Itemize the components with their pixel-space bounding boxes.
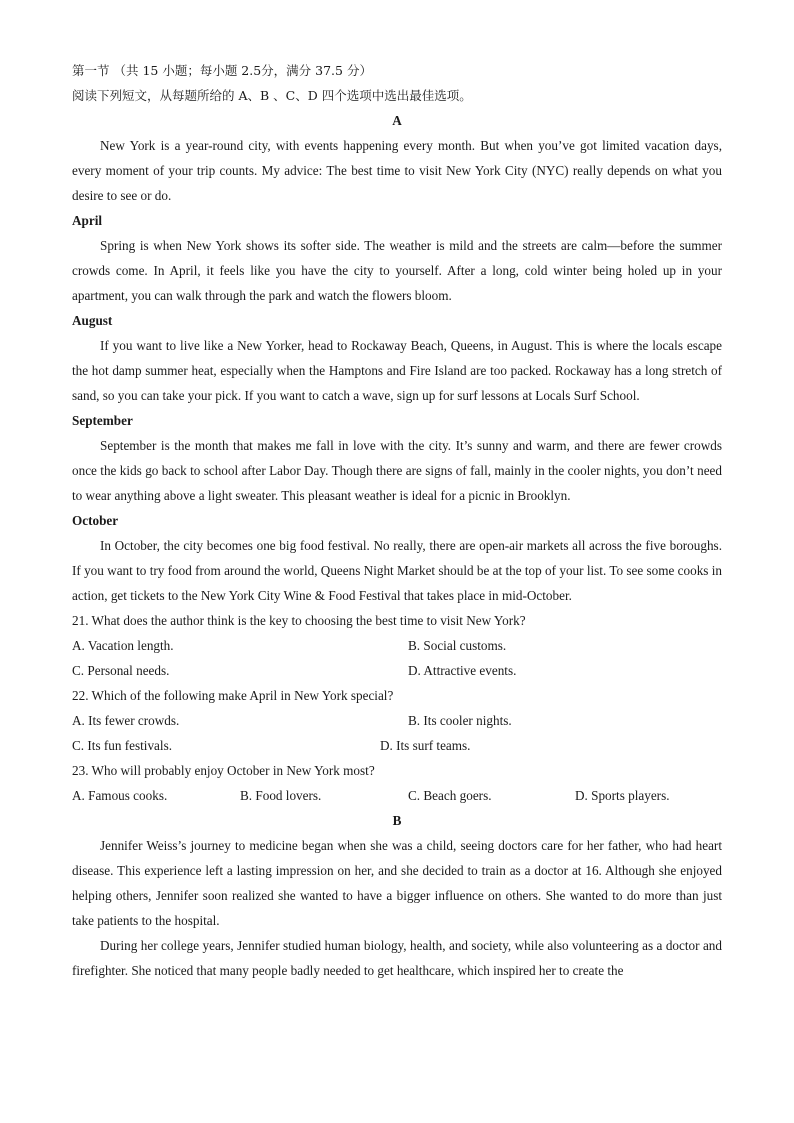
section-instruction: 阅读下列短文，从每题所给的 A、B 、C、D 四个选项中选出最佳选项。 [72,88,472,103]
section-title-september: September [72,413,133,428]
question-21-stem: 21. What does the author think is the key to choosing the best time to visit New York? [72,613,526,628]
section-text-april: Spring is when New York shows its softer side. The weather is mild and the streets are calm—before the summer crowds come. In April, it feels like you have the city to yourself. After a long, cold winter being holed up in your apartment, you can walk through the park and watch the flowers bloom. [72,238,722,303]
question-21-options-row2 [72,658,722,683]
section-title-october: October [72,513,119,528]
option-a[interactable]: A. Its fewer crowds. [72,713,180,728]
question-23-options-row [72,783,722,808]
passage-b-paragraph: During her college years, Jennifer studied human biology, health, and society, while also volunteering as a doctor and firefighter. She noticed that many people badly needed to get healthcare, which inspired her to create the [72,938,722,978]
section-text-september: September is the month that makes me fall in love with the city. It’s sunny and warm, and there are fewer crowds once the kids go back to school after Labor Day. Though there are signs of fall, mainly in the cooler nights, you don’t need to wear anything above a light sweater. This pleasant weather is ideal for a picnic in Brooklyn. [72,438,722,503]
option-c[interactable]: C. Beach goers. [408,788,492,803]
question-23-stem: 23. Who will probably enjoy October in New York most? [72,763,375,778]
section-title-april: April [72,213,103,228]
option-c[interactable]: C. Personal needs. [72,663,170,678]
section-heading: 第一节 （共 15 小题；每小题 2.5分，满分 37.5 分） [72,63,372,78]
question-21-options-row1 [72,633,722,658]
exam-page [72,58,722,983]
passage-b-paragraph: Jennifer Weiss’s journey to medicine began when she was a child, seeing doctors care for her father, who had heart disease. This experience left a lasting impression on her, and she decided to train as a doctor at 16. Although she enjoyed helping others, Jennifer soon realized she wanted to have a bigger influence on others. She wanted to do more than just take patients to the hospital. [72,838,722,928]
section-title-august: August [72,313,113,328]
option-d[interactable]: D. Attractive events. [408,663,517,678]
passage-a-intro: New York is a year-round city, with events happening every month. But when you’ve got limited vacation days, every moment of your trip counts. My advice: The best time to visit New York City (NYC) really depends on what you desire to see or do. [72,138,722,203]
option-b[interactable]: B. Social customs. [408,638,507,653]
section-text-october: In October, the city becomes one big food festival. No really, there are open-air markets all across the five boroughs. If you want to try food from around the world, Queens Night Market should be at the top of your list. To see some cooks in action, get tickets to the New York City Wine & Food Festival that takes place in mid-October. [72,538,722,603]
option-b[interactable]: B. Its cooler nights. [408,713,512,728]
question-22-stem: 22. Which of the following make April in New York special? [72,688,394,703]
option-c[interactable]: C. Its fun festivals. [72,738,172,753]
option-b[interactable]: B. Food lovers. [240,788,322,803]
question-22-options-row1 [72,708,722,733]
passage-b-label: B [392,813,402,828]
passage-a-label: A [392,113,402,128]
option-d[interactable]: D. Its surf teams. [380,738,471,753]
option-a[interactable]: A. Famous cooks. [72,788,168,803]
question-22-options-row2 [72,733,722,758]
section-text-august: If you want to live like a New Yorker, head to Rockaway Beach, Queens, in August. This is where the locals escape the hot damp summer heat, especially when the Hamptons and Fire Island are too packed. Rockaway has a long stretch of sand, so you can take your pick. If you want to catch a wave, sign up for surf lessons at Locals Surf School. [72,338,722,403]
option-a[interactable]: A. Vacation length. [72,638,174,653]
option-d[interactable]: D. Sports players. [575,788,670,803]
